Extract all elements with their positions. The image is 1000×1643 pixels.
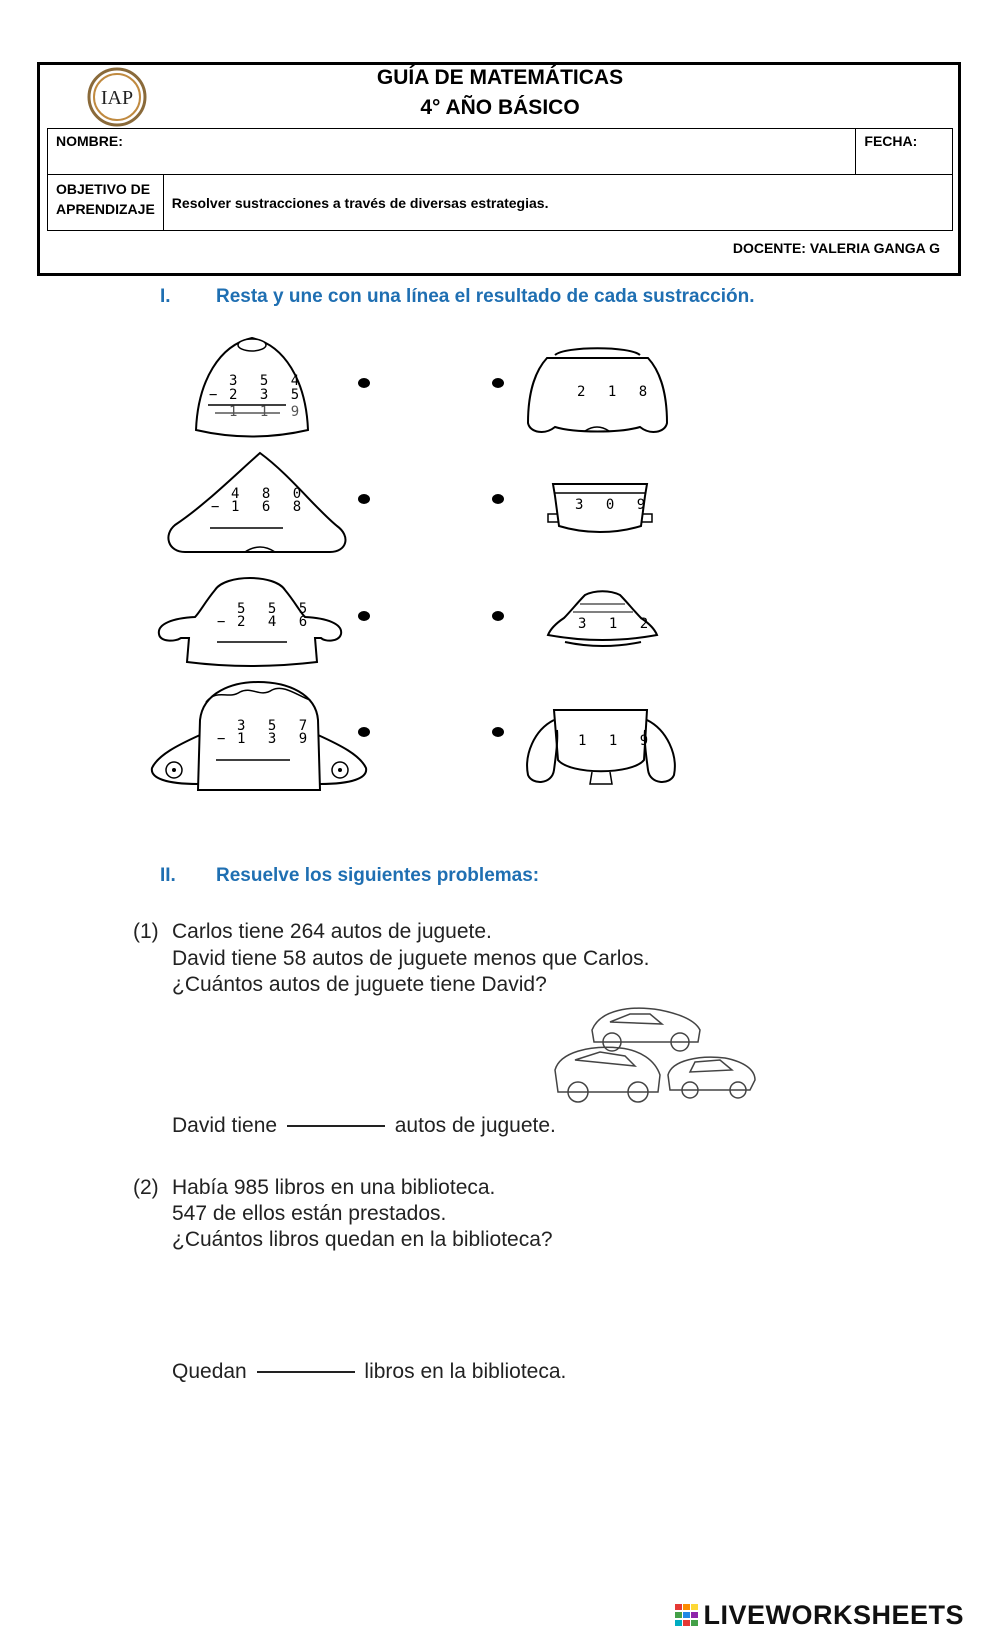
figure2-top: 4 8 0 bbox=[231, 486, 309, 502]
figure1-answer: 1 1 9 bbox=[229, 404, 307, 420]
match-dot-left-4[interactable] bbox=[358, 727, 370, 737]
problem2-line3: ¿Cuántos libros quedan en la biblioteca? bbox=[172, 1228, 553, 1251]
cars-illustration bbox=[550, 1000, 760, 1110]
problem1-answer-line bbox=[172, 1112, 556, 1139]
match-dot-right-2[interactable] bbox=[492, 494, 504, 504]
objetivo-text: Resolver sustracciones a través de diversas estrategias. bbox=[163, 175, 952, 231]
result-4: 1 1 9 bbox=[578, 733, 656, 749]
nombre-cell[interactable] bbox=[48, 129, 856, 175]
school-logo bbox=[86, 66, 148, 128]
problem2-answer-prefix: Quedan bbox=[172, 1360, 247, 1383]
svg-text:IAP: IAP bbox=[100, 87, 134, 109]
problem1-line1: Carlos tiene 264 autos de juguete. bbox=[172, 920, 492, 943]
problem1-line3: ¿Cuántos autos de juguete tiene David? bbox=[172, 973, 547, 996]
objetivo-label: OBJETIVO DE APRENDIZAJE bbox=[48, 175, 164, 231]
problem2-answer-blank[interactable] bbox=[257, 1371, 355, 1373]
fecha-cell[interactable] bbox=[856, 129, 953, 175]
figure2-bottom: 1 6 8 bbox=[231, 499, 309, 515]
figure3-minus: − bbox=[217, 614, 233, 630]
figure3-top: 5 5 5 bbox=[237, 601, 315, 617]
problem1-answer-blank[interactable] bbox=[287, 1125, 385, 1127]
figure2-minus: − bbox=[211, 499, 227, 515]
watermark-text: LIVEWORKSHEETS bbox=[703, 1600, 964, 1630]
problem2-answer-suffix: libros en la biblioteca. bbox=[364, 1360, 567, 1383]
section1-title: Resta y une con una línea el resultado de cada sustracción. bbox=[216, 286, 755, 307]
figure4-bottom: 1 3 9 bbox=[237, 731, 315, 747]
result-2: 3 0 9 bbox=[575, 497, 653, 513]
section1-number: I. bbox=[160, 286, 171, 307]
figure1-minus: − bbox=[209, 387, 225, 403]
grade-title: 4° AÑO BÁSICO bbox=[420, 96, 580, 119]
problem2-line1: Había 985 libros en una biblioteca. bbox=[172, 1176, 496, 1199]
problem2-answer-line bbox=[172, 1358, 566, 1385]
liveworksheets-logo-icon bbox=[675, 1604, 699, 1626]
match-dot-right-3[interactable] bbox=[492, 611, 504, 621]
problem1-answer-prefix: David tiene bbox=[172, 1114, 278, 1137]
match-dot-left-1[interactable] bbox=[358, 378, 370, 388]
nombre-label: NOMBRE: bbox=[56, 133, 123, 149]
match-dot-left-2[interactable] bbox=[358, 494, 370, 504]
match-dot-left-3[interactable] bbox=[358, 611, 370, 621]
info-table bbox=[47, 128, 953, 231]
fecha-label: FECHA: bbox=[864, 133, 918, 149]
match-dot-right-1[interactable] bbox=[492, 378, 504, 388]
liveworksheets-watermark bbox=[675, 1600, 964, 1631]
figure1-top: 3 5 4 bbox=[229, 373, 307, 389]
problem1-answer-suffix: autos de juguete. bbox=[394, 1114, 556, 1137]
result-1: 2 1 8 bbox=[577, 384, 655, 400]
figure1-bottom: 2 3 5 bbox=[229, 387, 307, 403]
page-title: GUÍA DE MATEMÁTICAS bbox=[376, 66, 624, 89]
problem1-label: (1) bbox=[133, 920, 159, 943]
docente-label: DOCENTE: VALERIA GANGA G bbox=[732, 240, 940, 256]
match-dot-right-4[interactable] bbox=[492, 727, 504, 737]
result-3: 3 1 2 bbox=[578, 616, 656, 632]
figure3-bottom: 2 4 6 bbox=[237, 614, 315, 630]
section2-title: Resuelve los siguientes problemas: bbox=[216, 865, 540, 886]
problem2-line2: 547 de ellos están prestados. bbox=[172, 1202, 447, 1225]
figure4-top: 3 5 7 bbox=[237, 718, 315, 734]
section2-number: II. bbox=[160, 865, 176, 886]
problem2-label: (2) bbox=[133, 1176, 159, 1199]
figure4-minus: − bbox=[217, 731, 233, 747]
problem1-line2: David tiene 58 autos de juguete menos que Carlos. bbox=[172, 947, 650, 970]
